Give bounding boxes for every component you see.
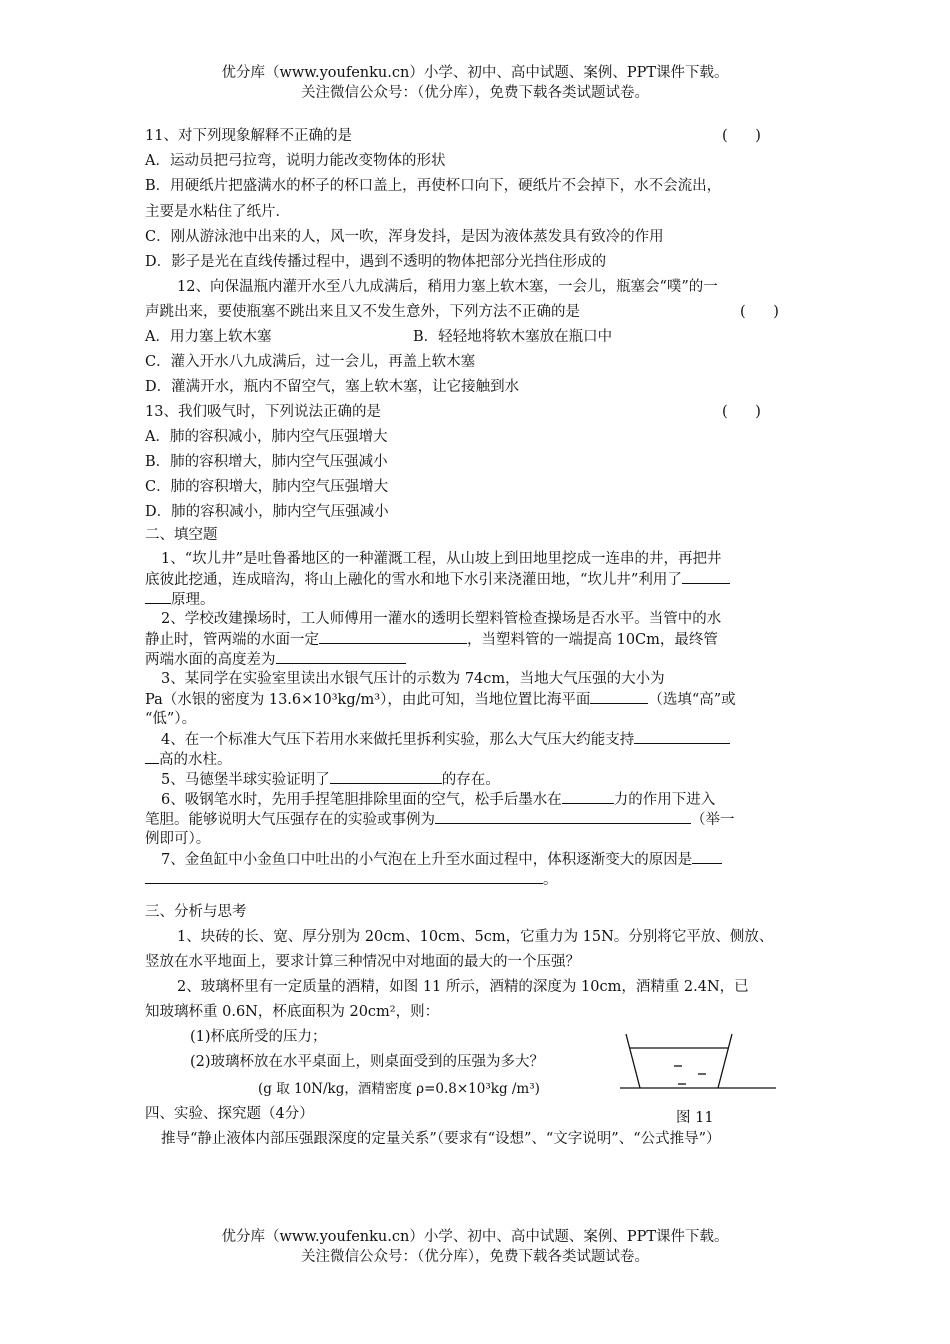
fill-5-text-a: 5、马德堡半球实验证明了 (161, 772, 330, 788)
fill-4-line1-text: 4、在一个标准大气压下若用水来做托里拆利实验，那么大气压大约能支持 (161, 732, 635, 748)
page-header-line1: 优分库（www.youfenku.cn）小学、初中、高中试题、案例、PPT课件下载。 (221, 65, 729, 81)
fill-6-line2 (145, 809, 735, 830)
section-experiment-title: 四、实验、探究题（4分） (145, 1106, 314, 1122)
fill-2-line2 (145, 629, 718, 650)
question-11-option-d: D．影子是光在直线传播过程中，遇到不透明的物体把部分光挡住形成的 (145, 254, 607, 270)
glass-right-wall (718, 1034, 732, 1088)
fill-4-blank[interactable] (634, 729, 730, 744)
question-12-option-b: B．轻轻地将软木塞放在瓶口中 (413, 329, 613, 345)
fill-6-line1-text-a: 6、吸钢笔水时，先用手捏笔胆排除里面的空气，松手后墨水在 (161, 792, 562, 808)
question-13-option-a: A．肺的容积减小，肺内空气压强增大 (145, 429, 388, 445)
fill-1-line1: 1、“坎儿井”是吐鲁番地区的一种灌溉工程，从山坡上到田地里挖成一连串的井，再把井 (161, 551, 722, 567)
analysis-2-sub1: (1)杯底所受的压力； (190, 1029, 327, 1045)
fill-6-line2-text-b: （举一 (691, 812, 735, 828)
question-12-option-a: A．用力塞上软木塞 (145, 329, 272, 345)
page-header-line2: 关注微信公众号：（优分库），免费下载各类试题试卷。 (301, 85, 649, 101)
question-13-option-c: C．肺的容积增大，肺内空气压强增大 (145, 479, 389, 495)
fill-2-line3-text: 两端水面的高度差为 (145, 652, 276, 668)
question-13-stem: 13、我们吸气时，下列说法正确的是 (145, 404, 381, 420)
question-12-option-c: C．灌入开水八九成满后，过一会儿，再盖上软木塞 (145, 354, 476, 370)
question-13-option-b: B．肺的容积增大，肺内空气压强减小 (145, 454, 388, 470)
fill-5-text-b: 的存在。 (441, 772, 500, 788)
analysis-2-line1: 2、玻璃杯里有一定质量的酒精，如图 11 所示，酒精的深度为 10cm，酒精重 2.4N，已 (177, 979, 749, 995)
question-11-stem: 11、对下列现象解释不正确的是 (145, 128, 352, 144)
fill-1-blank-cont[interactable] (145, 589, 171, 604)
section-analysis-title: 三、分析与思考 (145, 904, 247, 920)
fill-2-blank-a[interactable] (319, 629, 467, 644)
section-fill-title: 二、填空题 (145, 527, 218, 543)
fill-7-line2 (145, 869, 558, 890)
page-footer-line1: 优分库（www.youfenku.cn）小学、初中、高中试题、案例、PPT课件下载。 (221, 1229, 729, 1245)
fill-4-blank-cont[interactable] (145, 749, 159, 764)
fill-3-line2-text-b: （选填“高”或 (648, 692, 736, 708)
analysis-2-sub2: (2)玻璃杯放在水平桌面上，则桌面受到的压强为多大？ (190, 1054, 545, 1070)
fill-6-blank-b[interactable] (435, 809, 691, 824)
question-11-answer-paren: ( ) (722, 128, 761, 144)
question-12-option-d: D．灌满开水，瓶内不留空气，塞上软木塞，让它接触到水 (145, 379, 520, 395)
fill-2-line2-text-a: 静止时，管两端的水面一定 (145, 632, 319, 648)
question-11-option-a: A．运动员把弓拉弯，说明力能改变物体的形状 (145, 153, 446, 169)
fill-1-line3-text: 原理。 (171, 592, 215, 608)
question-11-option-b-line1: B．用硬纸片把盛满水的杯子的杯口盖上，再使杯口向下，硬纸片不会掉下，水不会流出， (145, 178, 722, 194)
fill-3-line1: 3、某同学在实验室里读出水银气压计的示数为 74cm，当地大气压强的大小为 (161, 671, 665, 687)
fill-5-line (161, 769, 500, 790)
fill-7-line1-text: 7、金鱼缸中小金鱼口中吐出的小气泡在上升至水面过程中，体积逐渐变大的原因是 (161, 852, 693, 868)
fill-3-blank[interactable] (590, 689, 648, 704)
question-11-option-c: C．刚从游泳池中出来的人，风一吹，浑身发抖，是因为液体蒸发具有致冷的作用 (145, 229, 664, 245)
question-13-answer-paren: ( ) (722, 404, 761, 420)
analysis-1-line1: 1、块砖的长、宽、厚分别为 20cm、10cm、5cm，它重力为 15N。分别将它平放、侧放、 (177, 929, 774, 945)
fill-1-line3 (145, 589, 215, 610)
fill-1-blank[interactable] (682, 569, 730, 584)
question-13-option-d: D．肺的容积减小，肺内空气压强减小 (145, 504, 389, 520)
fill-1-line2 (145, 569, 730, 590)
fill-3-line2 (145, 689, 736, 710)
fill-7-blank-cont[interactable] (145, 869, 543, 884)
question-11-option-b-line2: 主要是水粘住了纸片． (145, 204, 290, 220)
fill-4-line2 (145, 749, 232, 770)
fill-7-line1 (161, 849, 722, 870)
question-12-stem-line2: 声跳出来，要使瓶塞不跳出来且又不发生意外，下列方法不正确的是 (145, 304, 580, 320)
page-footer-line2: 关注微信公众号：（优分库），免费下载各类试题试卷。 (301, 1249, 649, 1265)
fill-6-line3: 例即可）。 (145, 831, 211, 847)
fill-1-line2-text: 底彼此挖通，连成暗沟，将山上融化的雪水和地下水引来浇灌田地，“坎儿井”利用了 (145, 572, 682, 588)
question-12-answer-paren: ( ) (740, 304, 779, 320)
analysis-2-given: (g 取 10N/kg，酒精密度 ρ=0.8×10³kg /m³) (258, 1081, 540, 1097)
fill-6-line1-text-b: 力的作用下进入 (613, 792, 716, 808)
fill-4-line2-text: 高的水柱。 (159, 752, 232, 768)
fill-5-blank[interactable] (330, 769, 442, 784)
fill-6-blank-a[interactable] (562, 789, 614, 804)
figure-11-glass-diagram (618, 1028, 778, 1090)
question-12-stem-line1: 12、向保温瓶内灌开水至八九成满后，稍用力塞上软木塞，一会儿，瓶塞会“噗”的一 (177, 279, 718, 295)
analysis-1-line2: 竖放在水平地面上，要求计算三种情况中对地面的最大的一个压强？ (145, 954, 580, 970)
fill-2-line2-text-b: ，当塑料管的一端提高 10Cm，最终管 (467, 632, 718, 648)
fill-6-line2-text-a: 笔胆。能够说明大气压强存在的实验或事例为 (145, 812, 435, 828)
fill-7-line2-text: 。 (543, 872, 558, 888)
fill-3-line2-text-a: Pa（水银的密度为 13.6×10³kg/m³），由此可知，当地位置比海平面 (145, 692, 591, 708)
analysis-2-line2: 知玻璃杯重 0.6N，杯底面积为 20cm²，则： (145, 1004, 440, 1020)
fill-7-blank[interactable] (692, 849, 722, 864)
experiment-prompt: 推导“静止液体内部压强跟深度的定量关系”（要求有“设想”、“文字说明”、“公式推导”） (161, 1131, 721, 1147)
fill-4-line1 (161, 729, 730, 750)
figure-11-caption: 图 11 (676, 1110, 714, 1126)
fill-2-line1: 2、学校改建操场时，工人师傅用一灌水的透明长塑料管检查操场是否水平。当管中的水 (161, 611, 722, 627)
fill-2-blank-b[interactable] (276, 649, 406, 664)
fill-2-line3 (145, 649, 406, 670)
fill-6-line1 (161, 789, 715, 810)
fill-3-line3: “低”）。 (145, 711, 197, 727)
glass-left-wall (626, 1034, 640, 1088)
